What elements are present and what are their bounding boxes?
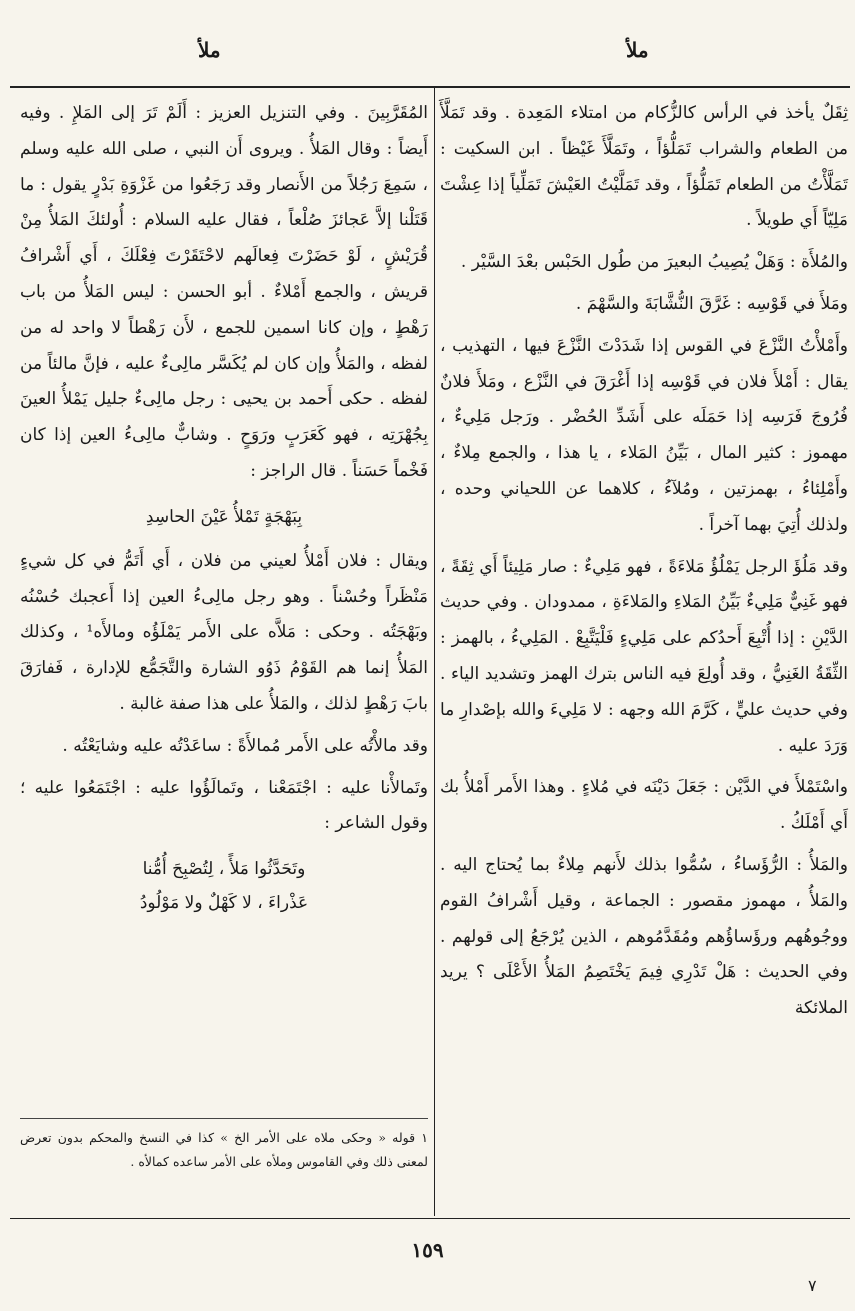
right-column: [440, 96, 848, 1033]
verse-line-2: عَذْراءَ ، لا كَهْلٌ ولا مَوْلُودُ: [139, 893, 309, 914]
verse-couplet: [20, 852, 428, 920]
right-paragraph-5: وقد مَلُؤَ الرجل يَمْلُؤُ مَلاءَةً ، فهو مَلِيءٌ : صار مَلِيئاً أَي ثِقَةً ، فهو غَنِيٌّ مَلِيءٌ بَيِّنُ المَلاءِ والمَلاءَةِ ، ممدودان . وفي حديث الدَّيْنِ : إذا أُتْبِعَ أَحدُكم على مَلِيءٍ فَلْيَتَّبِعْ . المَلِيءُ ، بالهمز : الثِّقَةُ الغَنِيُّ ، وقد أُولِعَ فيه الناس بترك الهمز وتشديد الياء . وفي حديث عليٍّ ، كَرَّمَ الله وجهه : لا مَلِيءَ والله بإصْدارِ ما وَرَدَ عليه .: [440, 556, 848, 756]
footnote-rule: [20, 1118, 428, 1119]
column-divider: [434, 88, 435, 1216]
header-left: ملأ: [198, 38, 221, 62]
corner-mark: ٧: [808, 1276, 817, 1295]
bottom-rule: [10, 1218, 850, 1219]
right-paragraph-4: وأَمْلأْتُ النَّزْعَ في القوس إذا شَدَدْتَ النَّزْعَ فيها ، التهذيب ، يقال : أَمْلأَ فلان في قَوْسِه إذا أَغْرَقَ في النَّزْع ، ومَلأَ فلانٌ فُرُوجَ فَرَسِه إذا حَمَلَه على أَشَدِّ الحُضْر . ورَجل مَلِيءٌ ، مهموز : كثير المال ، بَيِّنُ المَلاء ، يا هذا ، والجمع مِلاءٌ ، وأَمْلِئاءُ ، بهمزتين ، ومُلآءُ ، كلاهما عن اللحياني وحده ، ولذلك أُتِيَ بهما آخراً .: [440, 335, 848, 535]
header-right: ملأ: [626, 38, 649, 62]
verse-line-1: وتَحَدَّثُوا مَلأً ، لِتُصْبِحَ أُمُّنا: [142, 859, 306, 880]
left-column: [20, 96, 428, 930]
left-paragraph-3: وقد مالأْتُه على الأَمر مُمالأَةً : ساعَدْتُه عليه وشايَعْتُه .: [62, 735, 428, 756]
verse-line: بِبَهْجَةٍ تَمْلأُ عَيْنَ الحاسِدِ: [145, 506, 303, 527]
top-rule: [10, 86, 850, 88]
right-paragraph-6: واسْتَمْلأَ في الدَّيْن : جَعَلَ دَيْنَه في مُلاءٍ . وهذا الأَمر أَمْلأُ بك أَي أَمْلَكُ .: [440, 777, 848, 834]
left-paragraph-2: ويقال : فلان أَمْلأُ لعيني من فلان ، أَي أَتَمُّ في كل شيءٍ مَنْظَراً وحُسْناً . وهو رجل مالِىءُ العين إذا أَعجبك حُسْنُه وبَهْجَتُه . وحكى : مَلاَّه على الأَمر يَمْلَؤُه ومالأَه¹ ، وكذلك المَلأُ إنما هم القَوْمُ ذَوُو الشارة والتَّجَمُّع للإدارة ، فَفارَقَ بابَ رَهْطٍ لذلك ، والمَلأُ على هذا صفة غالبة .: [20, 550, 429, 714]
verse-single: [20, 500, 428, 534]
right-paragraph-2: والمُلأَة : وَهَلْ يُصِيبُ البعيرَ من طُول الحَبْس بعْدَ السَّيْر .: [460, 252, 848, 273]
left-paragraph-1: المُقَرَّبِينَ . وفي التنزيل العزيز : أَلَمْ تَرَ إلى المَلإِ . وفيه أَيضاً : وقال المَلأُ . ويروى أَن النبي ، صلى الله عليه وسلم ، سَمِعَ رَجُلاً من الأَنصار وقد رَجَعُوا من غَزْوَةِ بَدْرٍ يقول : ما قَتَلْنا إلاَّ عَجائزَ صُلْعاً ، فقال عليه السلام : أُولئكَ المَلأُ مِنْ قُرَيْشٍ ، لَوْ حَضَرْتَ فِعالَهم لاحْتَقَرْتَ فِعْلَكَ ، أَي أَشْرافُ قريش ، والجمع أَمْلاءٌ . أبو الحسن : ليس المَلأُ من باب رَهْطٍ ، وإن كانا اسمين للجمع ، لأَن رَهْطاً لا واحد له من لفظه ، والمَلأُ وإن كان لم يُكَسَّر مالِىءٌ عليه ، فإنَّ مالئاً من لفظه . حكى أَحمد بن يحيى : رجل مالِىءٌ جليل يَمْلأُ العينَ بِجُهْرَتِه ، فهو كَعَرَبٍ ورَوَحٍ . وشابٌّ مالِىءُ العين إذا كان فَخْماً حَسَناً . قال الراجز :: [20, 103, 428, 481]
right-paragraph-1: ثِقَلٌ يأخذ في الرأس كالزُّكام من امتلاء المَعِدة . وقد تَمَلَّأَ من الطعام والشراب تَمَلُّؤاً ، وتَمَلَّأَ غَيْظاً . ابن السكيت : تَمَلَّأْتُ من الطعام تَمَلُّؤاً ، وقد تَمَلَّيْتُ العَيْشَ تَمَلِّياً إذا عِشْتَ مَلِيّاً أَي طويلاً .: [440, 103, 848, 231]
footnote: ١ قوله « وحكى ملاه على الأمر الخ » كذا في النسخ والمحكم بدون تعرض لمعنى ذلك وفي القاموس وملأه على الأمر ساعده كمالأه .: [20, 1130, 428, 1169]
left-paragraph-4: وتَمالأْنا عليه : اجْتَمَعْنا ، وتَمالَؤُوا عليه : اجْتَمَعُوا عليه ؛ وقول الشاعر :: [20, 777, 428, 834]
right-paragraph-7: والمَلأُ : الرُّؤَساءُ ، سُمُّوا بذلك لأَنهم مِلاءٌ بما يُحتاج اليه . والمَلأُ ، مهموز مقصور : الجماعة ، وقيل أَشْرافُ القوم ووجُوهُهم ورؤَساؤُهم ومُقَدَّمُوهم ، الذين يُرْجَعُ إلى قولهم . وفي الحديث : هَلْ تَدْرِي فِيمَ يَخْتَصِمُ المَلأُ الأَعْلَى ؟ يريد الملائكة: [440, 854, 848, 1019]
page-number: ١٥٩: [411, 1238, 444, 1262]
right-paragraph-3: ومَلأَ في قَوْسِه : غَرَّقَ النُّشَّابَةَ والسَّهْمَ .: [575, 293, 848, 314]
